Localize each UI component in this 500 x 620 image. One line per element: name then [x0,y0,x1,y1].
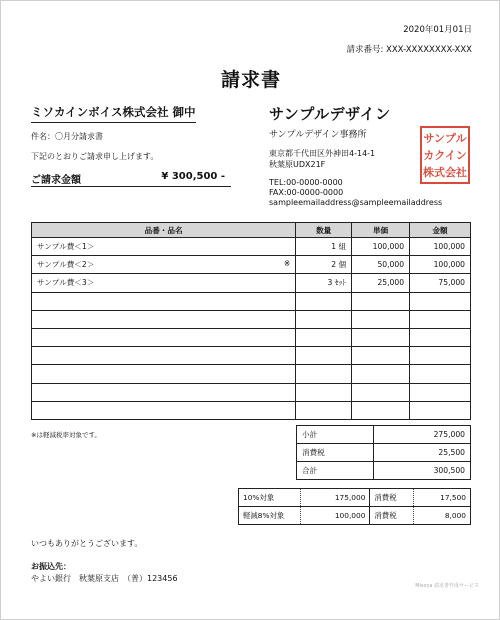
seal-line: サンプル [423,132,467,145]
item-amount [410,328,471,346]
tax-breakdown-table [238,488,471,525]
issue-date: 2020年01月01日 [403,25,472,35]
item-name [32,292,296,310]
item-quantity: 2 個 [296,256,352,274]
item-name-cell [32,256,296,274]
item-unit-price [352,365,410,383]
total-row [297,462,471,480]
table-row [32,328,471,346]
table-row [32,256,471,274]
item-name [32,383,296,401]
tax-rate-amount: 175,000 [300,489,370,507]
item-quantity [296,383,352,401]
summary-table [296,425,471,480]
seal-line: カクイン [423,149,467,162]
bank-label: お振込先： [31,562,71,571]
tax-rate-tax: 8,000 [414,507,471,525]
table-row [32,383,471,401]
item-amount [410,310,471,328]
seal-line: 株式会社 [423,166,467,179]
tax-label: 消費税 [297,444,374,462]
tax-row [297,444,471,462]
tax-breakdown-row [239,489,471,507]
subtotal-label: 小計 [297,426,374,444]
tax-rate-tax-label: 消費税 [370,489,414,507]
item-quantity: 1 組 [296,238,352,256]
tax-rate-amount: 100,000 [300,507,370,525]
issuer-address-line1: 東京都千代田区外神田4-14-1 [269,149,376,158]
reduced-tax-note: ※は軽減税率対象です。 [31,431,101,439]
item-unit-price: 100,000 [352,238,410,256]
invoice-intro: 下記のとおりご請求申し上げます。 [31,152,159,161]
item-name [32,310,296,328]
issuer-fax: FAX:00-0000-0000 [269,188,344,197]
billing-total-value: ¥ 300,500 - [161,171,225,182]
header-item-name: 品番・品名 [32,223,296,238]
item-unit-price: 50,000 [352,256,410,274]
item-name: サンプル費＜1＞ [37,242,95,252]
item-quantity [296,328,352,346]
thanks-message: いつもありがとうございます。 [31,539,143,548]
item-amount: 100,000 [410,238,471,256]
subtotal-value: 275,000 [374,426,471,444]
item-amount [410,292,471,310]
client-name: ミソカインボイス株式会社 御中 [31,104,196,123]
items-header-row [32,223,471,238]
header-amount: 金額 [410,223,471,238]
item-name-cell [32,238,296,256]
item-unit-price [352,401,410,419]
table-row [32,347,471,365]
page-title: 請求書 [220,69,281,91]
tax-rate-tax: 17,500 [414,489,471,507]
table-row [32,274,471,292]
item-unit-price [352,347,410,365]
company-seal-stamp [420,126,470,184]
header-quantity: 数量 [296,223,352,238]
tax-rate-label: 軽減8%対象 [239,507,301,525]
table-row [32,310,471,328]
invoice-subject: 件名：〇月分請求書 [31,132,103,141]
invoice-number: 請求番号: XXX-XXXXXXXX-XXX [346,45,472,55]
item-name-cell [32,274,296,292]
total-value: 300,500 [374,462,471,480]
table-row [32,238,471,256]
table-row [32,365,471,383]
table-row [32,401,471,419]
item-amount: 75,000 [410,274,471,292]
item-amount [410,383,471,401]
item-quantity [296,292,352,310]
item-amount [410,365,471,383]
item-name [32,347,296,365]
billing-total-label: ご請求金額 [31,175,81,186]
item-name [32,401,296,419]
item-quantity [296,310,352,328]
issuer-tel: TEL:00-0000-0000 [269,178,343,187]
item-name [32,365,296,383]
item-unit-price [352,328,410,346]
item-unit-price [352,292,410,310]
items-table [31,222,471,420]
tax-value: 25,500 [374,444,471,462]
issuer-email: sampleemailaddress@sampleemailaddress [269,198,443,207]
tax-rate-tax-label: 消費税 [370,507,414,525]
item-name: サンプル費＜3＞ [37,278,95,288]
bank-account: やよい銀行 秋葉原支店 （普）123456 [31,574,178,583]
tax-rate-label: 10%対象 [239,489,301,507]
item-name: サンプル費＜2＞ [37,260,95,270]
table-row [32,292,471,310]
issuer-office: サンプルデザイン事務所 [269,130,367,140]
item-amount [410,347,471,365]
item-quantity [296,401,352,419]
item-quantity [296,347,352,365]
item-unit-price [352,310,410,328]
item-amount [410,401,471,419]
reduced-tax-mark: ※ [283,259,291,269]
total-label: 合計 [297,462,374,480]
item-quantity [296,365,352,383]
tax-breakdown-row [239,507,471,525]
item-unit-price: 25,000 [352,274,410,292]
issuer-address-line2: 秋葉原UDX21F [269,160,326,169]
brand-footer: Misoca 請求書作成サービス [415,583,479,589]
item-quantity: 3 ｾｯﾄ [296,274,352,292]
header-unit-price: 単価 [352,223,410,238]
issuer-logo: サンプルデザイン [269,105,391,123]
item-amount: 100,000 [410,256,471,274]
item-name [32,328,296,346]
billing-total-row [31,171,231,187]
subtotal-row [297,426,471,444]
item-unit-price [352,383,410,401]
